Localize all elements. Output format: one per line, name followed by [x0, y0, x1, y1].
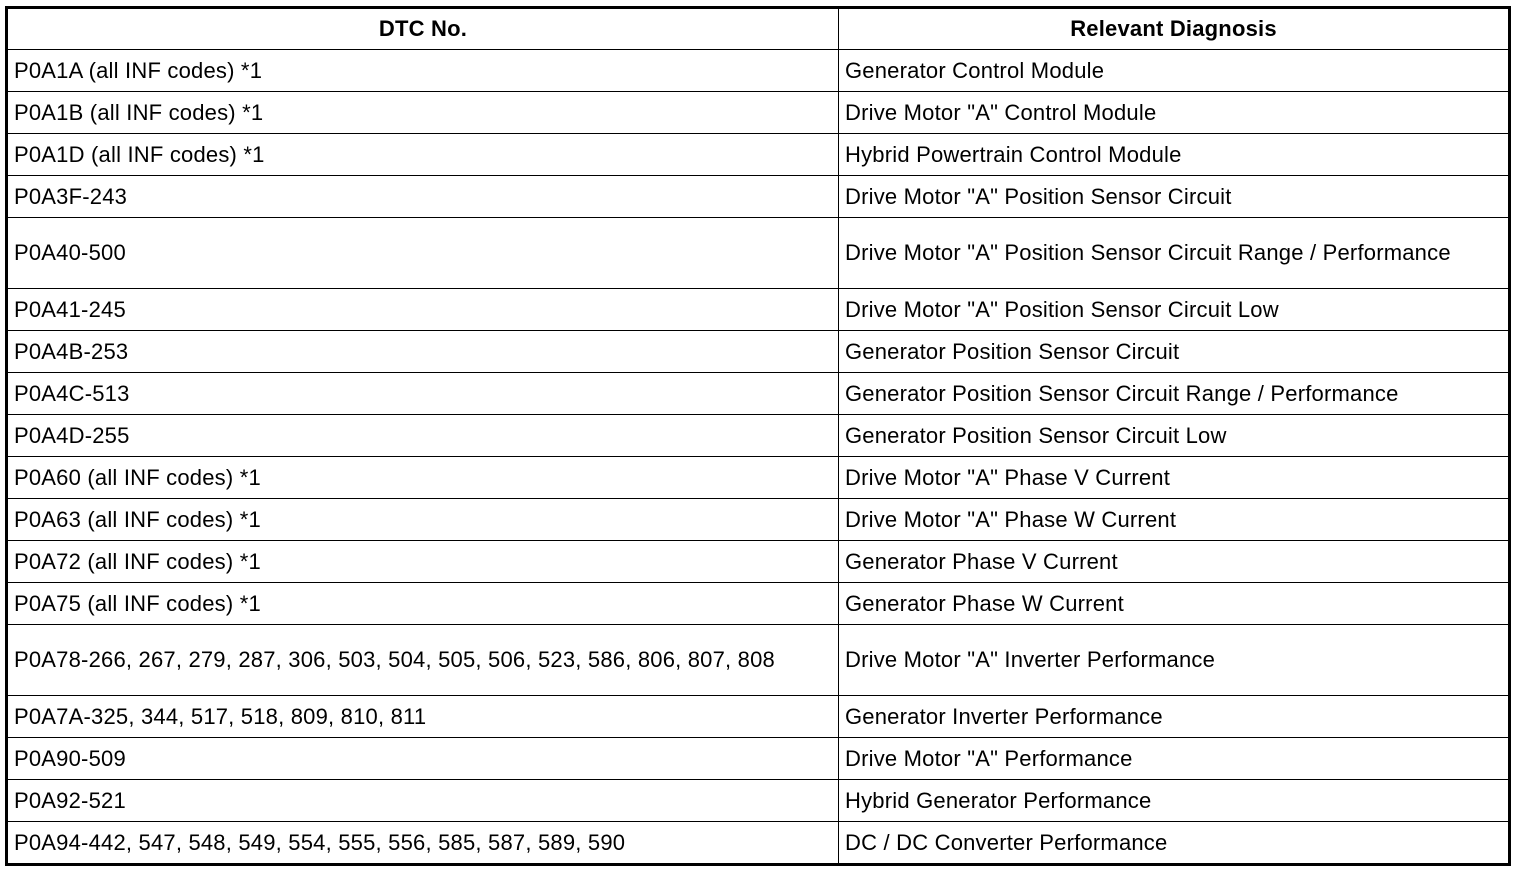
diagnosis-cell: Drive Motor "A" Position Sensor Circuit — [839, 176, 1510, 218]
dtc-table — [5, 6, 1511, 866]
table-row — [7, 176, 1510, 218]
diagnosis-cell: Generator Position Sensor Circuit Range / Performance — [839, 373, 1510, 415]
table-row — [7, 583, 1510, 625]
dtc-cell: P0A1A (all INF codes) *1 — [7, 50, 839, 92]
table-row — [7, 331, 1510, 373]
table-row — [7, 92, 1510, 134]
table-row — [7, 822, 1510, 865]
dtc-cell: P0A1D (all INF codes) *1 — [7, 134, 839, 176]
table-row — [7, 696, 1510, 738]
diagnosis-cell: Generator Phase V Current — [839, 541, 1510, 583]
dtc-cell: P0A78-266, 267, 279, 287, 306, 503, 504, 505, 506, 523, 586, 806, 807, 808 — [7, 625, 839, 696]
table-row — [7, 50, 1510, 92]
dtc-cell: P0A63 (all INF codes) *1 — [7, 499, 839, 541]
diagnosis-cell: DC / DC Converter Performance — [839, 822, 1510, 865]
diagnosis-cell: Hybrid Generator Performance — [839, 780, 1510, 822]
diagnosis-cell: Generator Inverter Performance — [839, 696, 1510, 738]
diagnosis-cell: Drive Motor "A" Phase W Current — [839, 499, 1510, 541]
dtc-cell: P0A4B-253 — [7, 331, 839, 373]
dtc-cell: P0A90-509 — [7, 738, 839, 780]
header-dtc-no: DTC No. — [7, 8, 839, 50]
table-row — [7, 499, 1510, 541]
table-row — [7, 373, 1510, 415]
diagnosis-cell: Drive Motor "A" Phase V Current — [839, 457, 1510, 499]
diagnosis-cell: Generator Position Sensor Circuit Low — [839, 415, 1510, 457]
table-row — [7, 625, 1510, 696]
table-row — [7, 289, 1510, 331]
dtc-cell: P0A41-245 — [7, 289, 839, 331]
header-relevant-diagnosis: Relevant Diagnosis — [839, 8, 1510, 50]
diagnosis-cell: Hybrid Powertrain Control Module — [839, 134, 1510, 176]
table-row — [7, 134, 1510, 176]
dtc-cell: P0A72 (all INF codes) *1 — [7, 541, 839, 583]
diagnosis-cell: Drive Motor "A" Position Sensor Circuit Range / Performance — [839, 218, 1510, 289]
dtc-cell: P0A7A-325, 344, 517, 518, 809, 810, 811 — [7, 696, 839, 738]
diagnosis-cell: Generator Control Module — [839, 50, 1510, 92]
dtc-cell: P0A92-521 — [7, 780, 839, 822]
dtc-cell: P0A75 (all INF codes) *1 — [7, 583, 839, 625]
table-row — [7, 738, 1510, 780]
dtc-cell: P0A3F-243 — [7, 176, 839, 218]
diagnosis-cell: Drive Motor "A" Position Sensor Circuit Low — [839, 289, 1510, 331]
dtc-cell: P0A94-442, 547, 548, 549, 554, 555, 556, 585, 587, 589, 590 — [7, 822, 839, 865]
diagnosis-cell: Generator Position Sensor Circuit — [839, 331, 1510, 373]
diagnosis-cell: Generator Phase W Current — [839, 583, 1510, 625]
table-row — [7, 457, 1510, 499]
table-row — [7, 415, 1510, 457]
dtc-cell: P0A40-500 — [7, 218, 839, 289]
table-row — [7, 541, 1510, 583]
dtc-cell: P0A1B (all INF codes) *1 — [7, 92, 839, 134]
diagnosis-cell: Drive Motor "A" Inverter Performance — [839, 625, 1510, 696]
dtc-cell: P0A4C-513 — [7, 373, 839, 415]
diagnosis-cell: Drive Motor "A" Performance — [839, 738, 1510, 780]
diagnosis-cell: Drive Motor "A" Control Module — [839, 92, 1510, 134]
dtc-cell: P0A4D-255 — [7, 415, 839, 457]
table-row — [7, 780, 1510, 822]
dtc-cell: P0A60 (all INF codes) *1 — [7, 457, 839, 499]
table-row — [7, 218, 1510, 289]
table-header-row — [7, 8, 1510, 50]
